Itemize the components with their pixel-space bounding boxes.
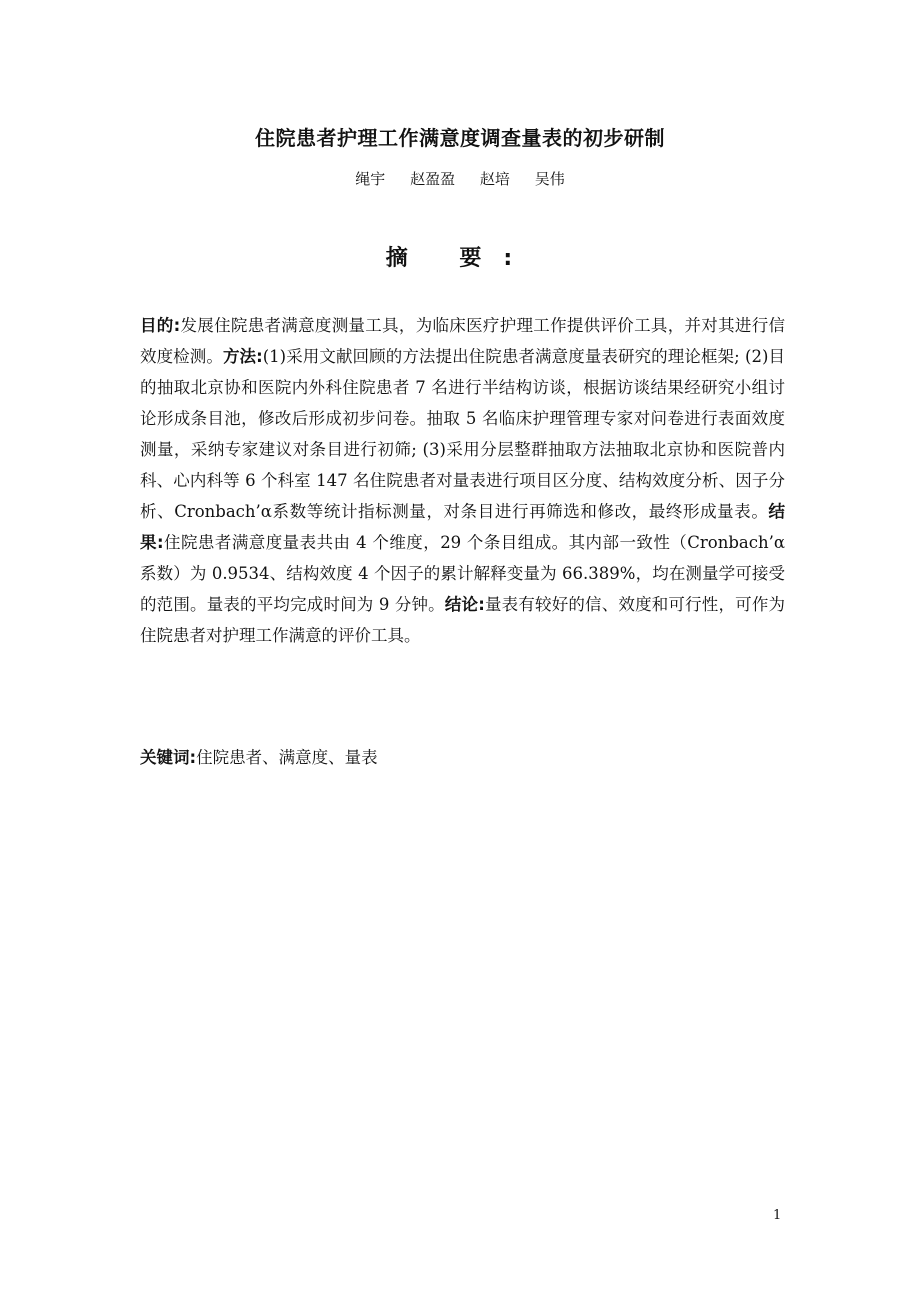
methods-text: (1)采用文献回顾的方法提出住院患者满意度量表研究的理论框架; (2)目的抽取北京协和医院内外科住院患者 7 名进行半结构访谈，根据访谈结果经研究小组讨论形成条目池，修改后形成初步问卷。抽取 5 名临床护理管理专家对问卷进行表面效度测量，采纳专家建议对条目进行初筛; (3)采用分层整群抽取方法抽取北京协和医院普内科、心内科等 6 个科室 147 名住院患者对量表进行项目区分度、结构效度分析、因子分析、Cronbach’α系数等统计指标测量，对条目进行再筛选和修改，最终形成量表。 — [140, 347, 785, 521]
abstract-heading: 摘 要: — [385, 246, 535, 271]
author-name: 吴伟 — [534, 170, 565, 188]
keywords-label: 关键词: — [140, 748, 197, 767]
author-name: 绳宇 — [355, 170, 386, 188]
keywords-line — [140, 742, 785, 773]
objective-text: 发展住院患者满意度测量工具，为临床医疗护理工作提供评价工具，并对其进行信效度检测。 — [140, 316, 785, 366]
conclusion-label: 结论: — [444, 595, 485, 614]
objective-label: 目的: — [140, 316, 181, 335]
keywords-text: 住院患者、满意度、量表 — [196, 748, 378, 767]
paper-title: 住院患者护理工作满意度调查量表的初步研制 — [255, 126, 665, 150]
conclusion-text: 量表有较好的信、效度和可行性，可作为住院患者对护理工作满意的评价工具。 — [140, 595, 785, 645]
methods-label: 方法: — [222, 347, 263, 366]
results-text: 住院患者满意度量表共由 4 个维度，29 个条目组成。其内部一致性（Cronbach’α系数）为 0.9534、结构效度 4 个因子的累计解释变量为 66.389%，均在测量学可接受的范围。量表的平均完成时间为 9 分钟。 — [140, 533, 785, 614]
results-label: 结果: — [140, 502, 785, 552]
page-number: 1 — [773, 1208, 782, 1223]
author-list — [0, 168, 920, 189]
author-name: 赵盈盈 — [410, 170, 456, 188]
author-name: 赵培 — [479, 170, 510, 188]
abstract-body — [140, 310, 785, 651]
